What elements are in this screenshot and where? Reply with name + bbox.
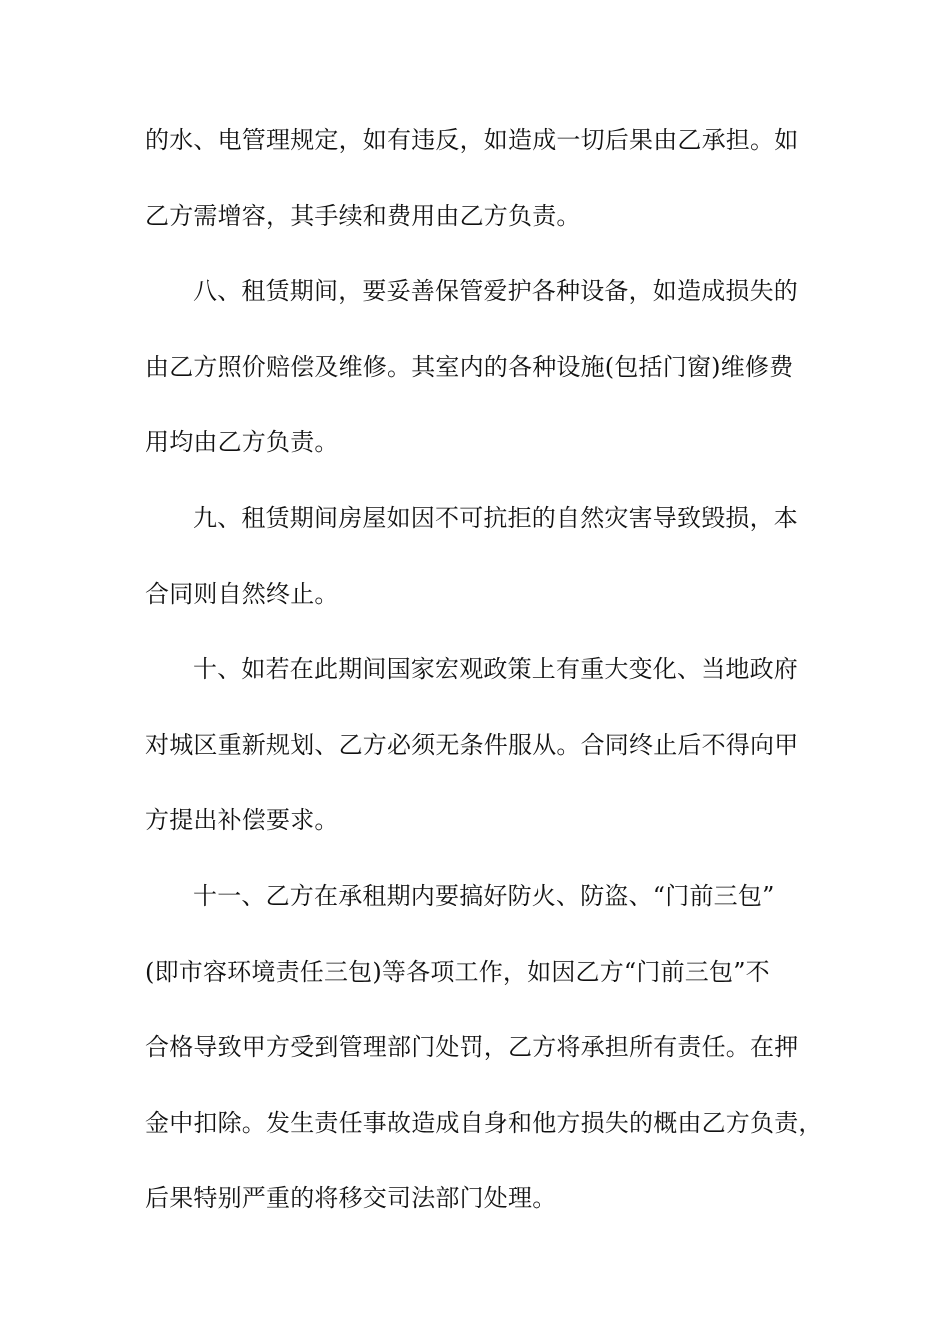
- text-line: 合同则自然终止。: [145, 579, 339, 608]
- text-line: 后果特别严重的将移交司法部门处理。: [145, 1184, 557, 1213]
- text-line: (即市容环境责任三包)等各项工作，如因乙方“门前三包”不: [145, 957, 770, 986]
- text-line: 的水、电管理规定，如有违反，如造成一切后果由乙承担。如: [145, 126, 799, 154]
- text-line: 合格导致甲方受到管理部门处罚，乙方将承担所有责任。在押: [145, 1033, 799, 1062]
- text-line: 金中扣除。发生责任事故造成自身和他方损失的概由乙方负责，: [145, 1108, 823, 1137]
- clause-8-line: 八、租赁期间，要妥善保管爱护各种设备，如造成损失的: [193, 277, 798, 306]
- text-line: 方提出补偿要求。: [145, 806, 339, 835]
- document-body: [145, 126, 823, 1262]
- text-line: 对城区重新规划、乙方必须无条件服从。合同终止后不得向甲: [145, 730, 799, 759]
- text-line: 乙方需增容，其手续和费用由乙方负责。: [145, 201, 581, 230]
- clause-11-line: 十一、乙方在承租期内要搞好防火、防盗、“门前三包”: [193, 881, 775, 910]
- clause-10-line: 十、如若在此期间国家宏观政策上有重大变化、当地政府: [193, 655, 798, 684]
- text-line: 用均由乙方负责。: [145, 428, 339, 457]
- text-line: 由乙方照价赔偿及维修。其室内的各种设施(包括门窗)维修费: [145, 352, 794, 381]
- clause-9-line: 九、租赁期间房屋如因不可抗拒的自然灾害导致毁损，本: [193, 503, 798, 532]
